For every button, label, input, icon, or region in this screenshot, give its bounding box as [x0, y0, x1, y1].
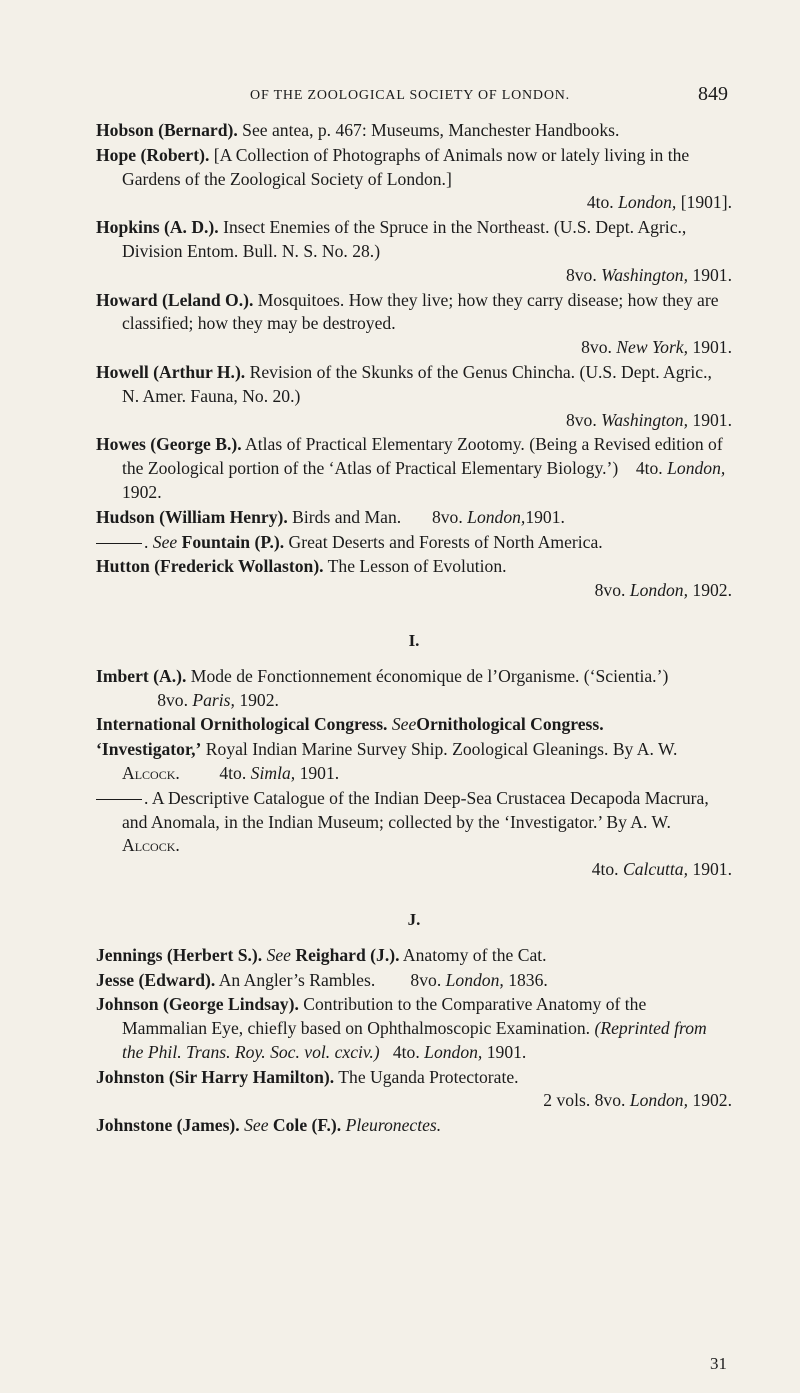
entry-imprint: 4to. Calcutta, 1901. [591, 859, 732, 880]
ditto-dash [96, 543, 142, 544]
entry-hobson [96, 119, 732, 143]
entry-name: International Ornithological Congress. [96, 714, 388, 735]
entry-text: The Uganda Protectorate. [338, 1066, 519, 1087]
entry-text: See antea, p. 467: Museums, Manchester Handbooks. [242, 120, 620, 140]
entry-text: Revision of the Skunks of the Genus Chincha. (U.S. Dept. Agric., N. Amer. Fauna, No. 20.) [122, 361, 712, 406]
entry-text: Atlas of Practical Elementary Zootomy. (Being a Revised edition of the Zoological portion of the ‘Atlas of Practical Elementary Biology.’) [122, 434, 723, 479]
entry-imprint: 8vo. London, 1902. [594, 580, 732, 601]
entry-imprint: 8vo. Washington, 1901. [565, 409, 732, 430]
entry-name: Jesse (Edward). [96, 969, 216, 990]
entry-hudson-see: . See Fountain (P.). Great Deserts and Forests of North America. [96, 531, 732, 555]
entry-author: Alcock. [122, 762, 180, 783]
ditto-dash [96, 799, 142, 800]
see-label: See [244, 1115, 269, 1136]
entry-imprint: 8vo. New York, 1901. [581, 337, 732, 358]
entry-author: Alcock. [122, 835, 180, 856]
entry-text: [A Collection of Photographs of Animals now or lately living in the Gardens of the Zoological Society of London.] [122, 144, 690, 189]
entry-text: Birds and Man. [292, 506, 402, 527]
entry-name: Hutton (Frederick Wollaston). [96, 556, 324, 577]
entry-hopkins [96, 216, 732, 287]
entry-hutton [96, 555, 732, 603]
entry-johnston [96, 1066, 732, 1114]
signature-mark: 31 [710, 1354, 727, 1373]
entry-text: Royal Indian Marine Survey Ship. Zoological Gleanings. By A. W. [205, 739, 678, 760]
entry-name: Howes (George B.). [96, 434, 242, 455]
entry-johnson: Johnson (George Lindsay). Contribution to the Comparative Anatomy of the Mammalian Eye, chiefly based on Ophthalmoscopic Examination. (Reprinted from the Phil. Trans. Roy. Soc. vol. cxciv.) 4to. London, 1901. [96, 994, 707, 1062]
see-label: See [391, 714, 417, 735]
entry-howard [96, 289, 732, 360]
entry-howell [96, 361, 732, 432]
entry-imbert: Imbert (A.). Mode de Fonctionnement économique de l’Organisme. (‘Scientia.’) 8vo. Paris, 1902. [96, 665, 669, 710]
see-label: See [266, 944, 291, 965]
entry-name: Hobson (Bernard). [96, 120, 238, 140]
entry-reprint-note: (Reprinted from the Phil. Trans. Roy. Soc. vol. cxciv.) [122, 1018, 707, 1062]
entry-int-ornith [96, 713, 732, 737]
entry-imprint: 4to. London, [1901]. [586, 192, 732, 213]
entry-text: Insect Enemies of the Spruce in the Northeast. (U.S. Dept. Agric., Division Entom. Bull. N. S. No. 28.) [122, 217, 687, 261]
entry-text: The Lesson of Evolution. [327, 556, 507, 577]
see-target: Ornithological Congress. [416, 714, 604, 735]
page-header [92, 83, 728, 105]
entry-investigator: ‘Investigator,’ Royal Indian Marine Survey Ship. Zoological Gleanings. By A. W. Alcock. 4to. Simla, 1901. [96, 739, 678, 783]
entry-hudson: Hudson (William Henry). Birds and Man. 8vo. London,1901. [96, 506, 565, 527]
entry-name: ‘Investigator,’ [96, 739, 202, 760]
entry-imprint: 8vo. Washington, 1901. [565, 264, 732, 285]
bibliography-list [96, 119, 732, 1139]
see-target: Reighard (J.). [295, 944, 400, 965]
entry-text: Contribution to the Comparative Anatomy of the Mammalian Eye, chiefly based on Ophthalmoscopic Examination. [122, 994, 647, 1039]
entry-investigator-catalogue: . A Descriptive Catalogue of the Indian Deep-Sea Crustacea Decapoda Macrura, and Anomala, in the Indian Museum; collected by the ‘Investigator.’ By A. W. Alcock. 4to. Calcutta, 1901. [96, 787, 732, 882]
entry-name: Johnstone (James). [96, 1115, 240, 1136]
entry-text: Anatomy of the Cat. [402, 944, 547, 965]
running-title: OF THE ZOOLOGICAL SOCIETY OF LONDON. [250, 88, 570, 103]
page-number: 849 [698, 83, 728, 105]
entry-imprint: 2 vols. 8vo. London, 1902. [543, 1090, 732, 1111]
entry-name: Imbert (A.). [96, 665, 187, 686]
see-target: Cole (F.). [272, 1115, 342, 1136]
entry-text: An Angler’s Rambles. [218, 969, 376, 990]
entry-name: Johnston (Sir Harry Hamilton). [96, 1066, 335, 1087]
entry-text: Mosquitoes. How they live; how they carry disease; how they are classified; how they may be destroyed. [122, 289, 719, 334]
entry-text: Great Deserts and Forests of North America. [288, 531, 603, 552]
see-target: Fountain (P.). [181, 531, 285, 552]
entry-name: Hudson (William Henry). [96, 506, 288, 527]
section-heading-i: I. [408, 630, 420, 650]
entry-name: Hopkins (A. D.). [96, 217, 219, 238]
entry-name: Hope (Robert). [96, 144, 210, 165]
see-label: See [152, 531, 178, 552]
entry-name: Howard (Leland O.). [96, 289, 254, 310]
entry-jesse: Jesse (Edward). An Angler’s Rambles. 8vo. London, 1836. [96, 969, 548, 990]
entry-howes: Howes (George B.). Atlas of Practical Elementary Zootomy. (Being a Revised edition of the Zoological portion of the ‘Atlas of Practical Elementary Biology.’) 4to. London, 1902. [96, 434, 726, 502]
section-heading-j: J. [407, 909, 421, 929]
entry-name: Johnson (George Lindsay). [96, 994, 299, 1015]
entry-name: Howell (Arthur H.). [96, 361, 246, 382]
entry-jennings [96, 944, 732, 968]
entry-johnstone [96, 1114, 732, 1138]
entry-text: Pleuronectes. [345, 1115, 442, 1136]
entry-name: Jennings (Herbert S.). [96, 944, 263, 965]
entry-hope [96, 144, 732, 215]
entry-text: Mode de Fonctionnement économique de l’Organisme. (‘Scientia.’) [190, 665, 669, 686]
entry-text: A Descriptive Catalogue of the Indian Deep-Sea Crustacea Decapoda Macrura, and Anomala, in the Indian Museum; collected by the ‘Investigator.’ By A. W. [122, 787, 709, 832]
